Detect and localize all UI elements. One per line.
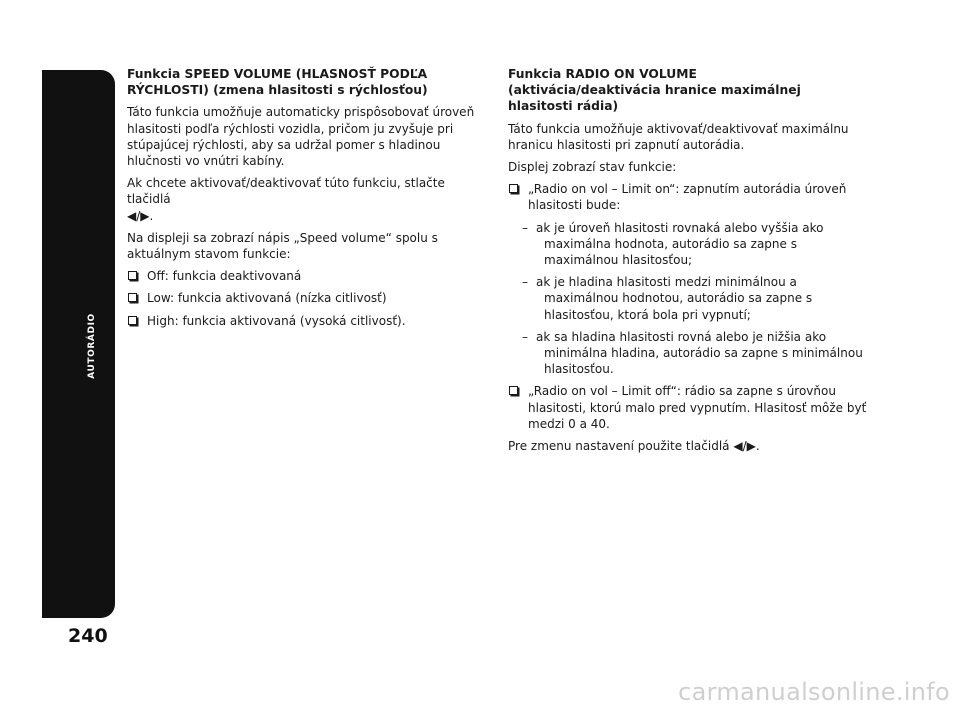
dash-item-min (522, 329, 868, 378)
speed-volume-description: Táto funkcia umožňuje automaticky prispôsobovať úroveň hlasitosti podľa rýchlosti vozidla, pričom ju zvyšuje pri stúpajúcej rýchlosti, aby sa udržal pomer s hladinou hlučnosti vo vnútri kabíny. (127, 105, 475, 169)
radio-on-volume-display-note: Displej zobrazí stav funkcie: (508, 160, 677, 175)
watermark: carmanualsonline.info (678, 678, 950, 706)
right-column (508, 66, 868, 460)
speed-volume-instruction-text: Ak chcete aktivovať/deaktivovať túto funkciu, stlačte tlačidlá (127, 176, 445, 207)
list-item-limit-on: „Radio on vol – Limit on“: zapnutím autorádia úroveň hlasitosti bude: (508, 181, 868, 213)
dash-item-text: ak je úroveň hlasitosti rovnaká alebo vyššia ako maximálna hodnota, autorádio sa zapne s maximálnou hlasitosťou; (536, 220, 824, 268)
radio-on-volume-heading-line3: hlasitosti rádia) (508, 99, 619, 114)
arrow-buttons-icon: ◀/▶. (733, 439, 760, 454)
dash-mark: – (522, 329, 528, 344)
side-tab (42, 70, 115, 618)
dash-item-text: ak sa hladina hlasitosti rovná alebo je nižšia ako minimálna hladina, autorádio sa zapne s minimálnou hlasitosťou. (536, 329, 863, 377)
side-tab-label: AUTORÁDIO (87, 313, 97, 379)
dash-item-between (522, 274, 868, 323)
speed-volume-display-note: Na displeji sa zobrazí nápis „Speed volume“ spolu s aktuálnym stavom funkcie: (127, 230, 438, 262)
dash-item-text: ak je hladina hlasitosti medzi minimálnou a maximálnou hodnotou, autorádio sa zapne s hlasitosťou, ktorá bola pri vypnutí; (536, 275, 813, 322)
radio-on-volume-instruction (508, 438, 868, 454)
list-item-limit-off: „Radio on vol – Limit off“: rádio sa zapne s úrovňou hlasitosti, ktorú malo pred vypnutím. Hlasitosť môže byť medzi 0 a 40. (508, 383, 868, 432)
list-item-high: High: funkcia aktivovaná (vysoká citlivosť). (127, 313, 489, 329)
radio-on-volume-description: Táto funkcia umožňuje aktivovať/deaktivovať maximálnu hranicu hlasitosti pri zapnutí autorádia. (508, 121, 849, 152)
dash-item-max (522, 220, 868, 269)
speed-volume-heading (127, 66, 489, 98)
list-item-low: Low: funkcia aktivovaná (nízka citlivosť) (127, 290, 489, 306)
arrow-buttons-icon: ◀/▶. (127, 208, 154, 223)
speed-volume-heading-line2: RÝCHLOSTI) (zmena hlasitosti s rýchlosťou) (127, 83, 428, 98)
page-number: 240 (68, 625, 108, 647)
radio-on-volume-heading (508, 66, 868, 115)
list-item-off: Off: funkcia deaktivovaná (127, 268, 489, 284)
left-column (127, 66, 489, 335)
dash-mark: – (522, 275, 528, 290)
radio-on-volume-heading-line1: Funkcia RADIO ON VOLUME (508, 67, 697, 81)
radio-on-volume-instruction-text: Pre zmenu nastavení použite tlačidlá (508, 439, 730, 454)
speed-volume-heading-line1: Funkcia SPEED VOLUME (HLASNOSŤ PODĽA (127, 67, 428, 81)
speed-volume-instruction (127, 175, 489, 224)
dash-mark: – (522, 220, 528, 235)
radio-on-volume-heading-line2: (aktivácia/deaktivácia hranice maximálnej (508, 83, 801, 98)
